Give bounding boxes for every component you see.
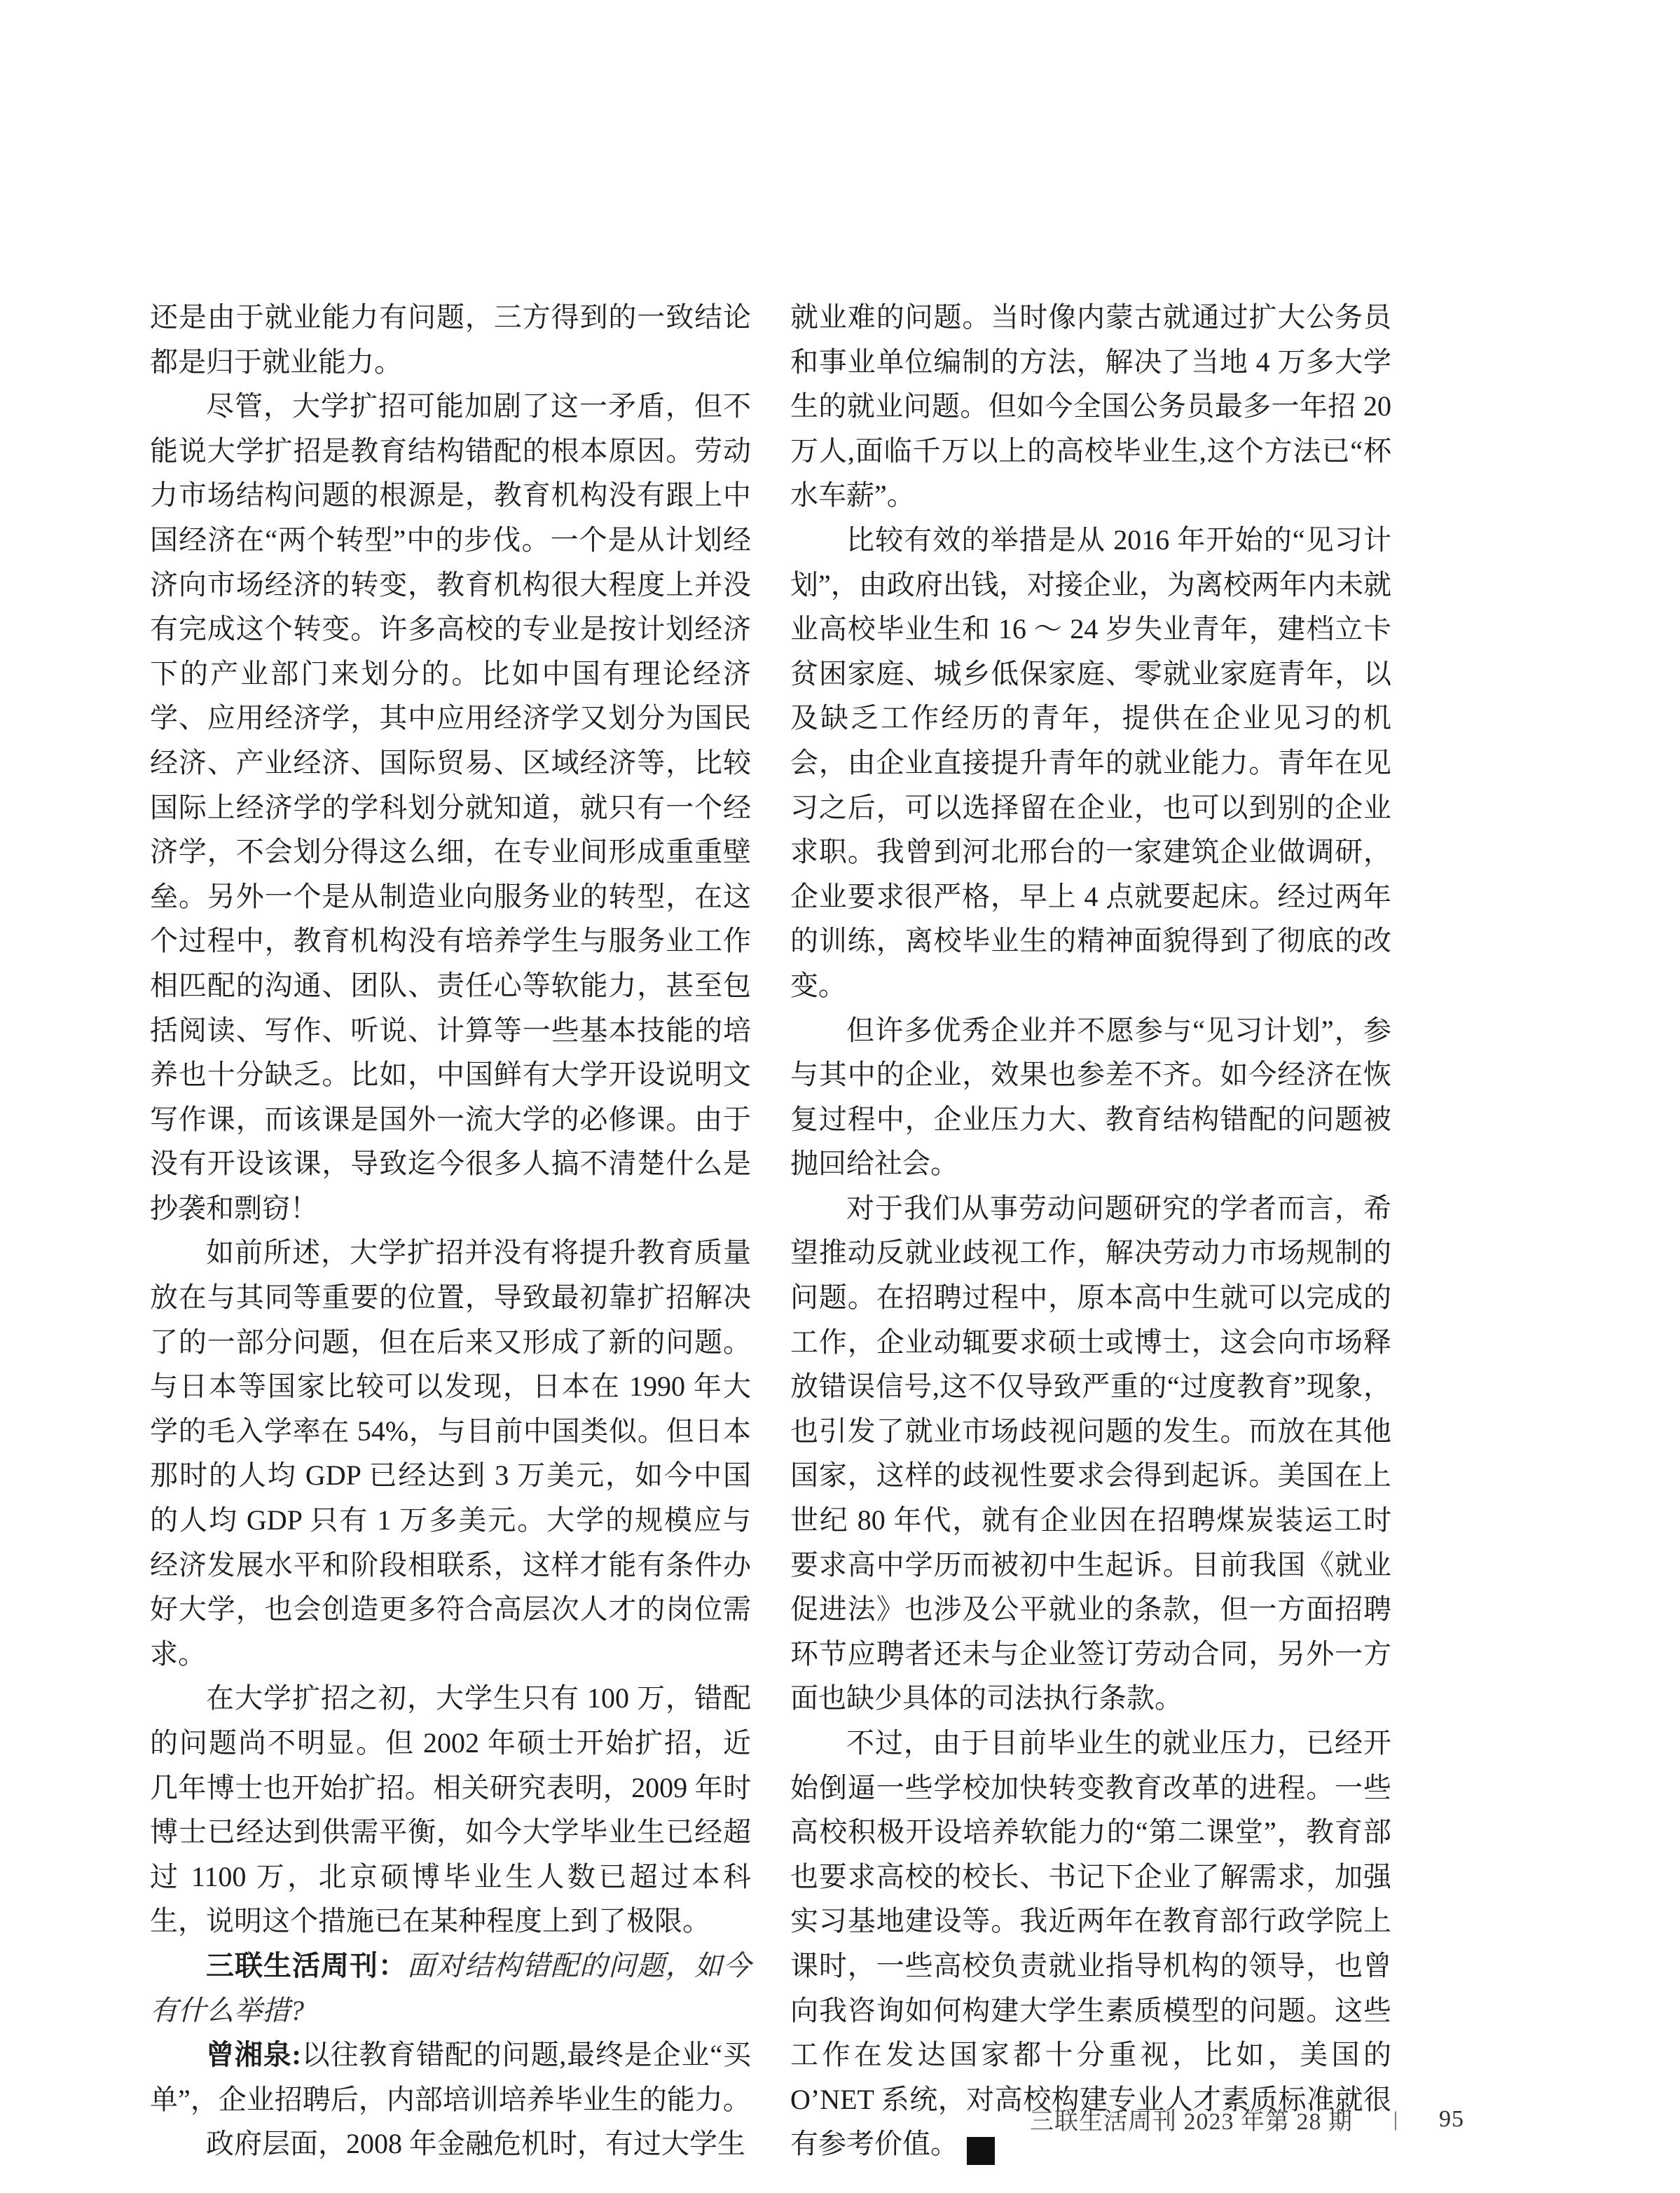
paragraph — [150, 2033, 751, 2122]
speaker-label: 三联生活周刊： — [206, 1949, 407, 1981]
text-run: 还是由于就业能力有问题，三方得到的一致结论都是归于就业能力。 — [150, 301, 751, 378]
paragraph — [150, 1676, 751, 1944]
text-run: 在大学扩招之初，大学生只有 100 万，错配的问题尚不明显。但 2002 年硕士开始扩招，近几年博士也开始扩招。相关研究表明，2009 年时博士已经达到供需平衡，如今大学毕业生已经超过 1100 万，北京硕博毕业生人数已超过本科生，说明这个措施已在某种程度上到了极限。 — [150, 1682, 751, 1937]
paragraph — [790, 1721, 1391, 2166]
text-run: 对于我们从事劳动问题研究的学者而言，希望推动反就业歧视工作，解决劳动力市场规制的问题。在招聘过程中，原本高中生就可以完成的工作，企业动辄要求硕士或博士，这会向市场释放错误信号,这不仅导致严重的“过度教育”现象，也引发了就业市场歧视问题的发生。而放在其他国家，这样的歧视性要求会得到起诉。美国在上世纪 80 年代，就有企业因在招聘煤炭装运工时要求高中学历而被初中生起诉。目前我国《就业促进法》也涉及公平就业的条款，但一方面招聘环节应聘者还未与企业签订劳动合同，另外一方面也缺少具体的司法执行条款。 — [790, 1192, 1391, 1714]
right-column — [790, 295, 1391, 2166]
interview-question-text: 面对结构错配的问题，如今有什么举措? — [150, 1949, 751, 2026]
paragraph — [150, 295, 751, 384]
text-run: 不过，由于目前毕业生的就业压力，已经开始倒逼一些学校加快转变教育改革的进程。一些高校积极开设培养软能力的“第二课堂”，教育部也要求高校的校长、书记下企业了解需求，加强实习基地建设等。我近两年在教育部行政学院上课时，一些高校负责就业指导机构的领导，也曾向我咨询如何构建大学生素质模型的问题。这些工作在发达国家都十分重视，比如，美国的 O’NET 系统，对高校构建专业人才素质标准就很有参考价值。 — [790, 1727, 1391, 2160]
paragraph — [790, 518, 1391, 1008]
footer-separator: | — [1393, 2107, 1398, 2131]
article-end-icon: ✎ — [967, 2137, 995, 2165]
text-run: 比较有效的举措是从 2016 年开始的“见习计划”，由政府出钱，对接企业，为离校两年内未就业高校毕业生和 16 ～ 24 岁失业青年，建档立卡贫困家庭、城乡低保家庭、零就业家庭青年，以及缺乏工作经历的青年，提供在企业见习的机会，由企业直接提升青年的就业能力。青年在见习之后，可以选择留在企业，也可以到别的企业求职。我曾到河北邢台的一家建筑企业做调研，企业要求很严格，早上 4 点就要起床。经过两年的训练，离校毕业生的精神面貌得到了彻底的改变。 — [790, 523, 1391, 1001]
text-run: 就业难的问题。当时像内蒙古就通过扩大公务员和事业单位编制的方法，解决了当地 4 万多大学生的就业问题。但如今全国公务员最多一年招 20 万人,面临千万以上的高校毕业生,这个方法已“杯水车薪”。 — [790, 301, 1391, 511]
text-run: 尽管，大学扩招可能加剧了这一矛盾，但不能说大学扩招是教育结构错配的根本原因。劳动力市场结构问题的根源是，教育机构没有跟上中国经济在“两个转型”中的步伐。一个是从计划经济向市场经济的转变，教育机构很大程度上并没有完成这个转变。许多高校的专业是按计划经济下的产业部门来划分的。比如中国有理论经济学、应用经济学，其中应用经济学又划分为国民经济、产业经济、国际贸易、区域经济等，比较国际上经济学的学科划分就知道，就只有一个经济学，不会划分得这么细，在专业间形成重重壁垒。另外一个是从制造业向服务业的转型，在这个过程中，教育机构没有培养学生与服务业工作相匹配的沟通、团队、责任心等软能力，甚至包括阅读、写作、听说、计算等一些基本技能的培养也十分缺乏。比如，中国鲜有大学开设说明文写作课，而该课是国外一流大学的必修课。由于没有开设该课，导致迄今很多人搞不清楚什么是抄袭和剽窃！ — [150, 390, 751, 1224]
page-footer — [790, 2102, 1464, 2136]
paragraph — [790, 1008, 1391, 1186]
paragraph — [790, 295, 1391, 518]
text-run: 如前所述，大学扩招并没有将提升教育质量放在与其同等重要的位置，导致最初靠扩招解决了的一部分问题，但在后来又形成了新的问题。与日本等国家比较可以发现，日本在 1990 年大学的毛入学率在 54%，与目前中国类似。但日本那时的人均 GDP 已经达到 3 万美元，如今中国的人均 GDP 只有 1 万多美元。大学的规模应与经济发展水平和阶段相联系，这样才能有条件办好大学，也会创造更多符合高层次人才的岗位需求。 — [150, 1237, 751, 1670]
paragraph — [150, 2122, 751, 2166]
text-run: 以往教育错配的问题,最终是企业“买单”，企业招聘后，内部培训培养毕业生的能力。 — [150, 2039, 751, 2115]
speaker-label: 曾湘泉: — [206, 2039, 301, 2071]
paragraph — [150, 384, 751, 1230]
paragraph — [150, 1230, 751, 1676]
paragraph — [790, 1186, 1391, 1721]
text-run: 政府层面，2008 年金融危机时，有过大学生 — [206, 2128, 745, 2160]
page-number: 95 — [1439, 2105, 1464, 2132]
paragraph — [150, 1944, 751, 2033]
text-run: 但许多优秀企业并不愿参与“见习计划”，参与其中的企业，效果也参差不齐。如今经济在恢复过程中，企业压力大、教育结构错配的问题被抛回给社会。 — [790, 1014, 1391, 1180]
footer-issue-label: 三联生活周刊 2023 年第 28 期 — [1029, 2109, 1353, 2135]
left-column — [150, 295, 751, 2166]
